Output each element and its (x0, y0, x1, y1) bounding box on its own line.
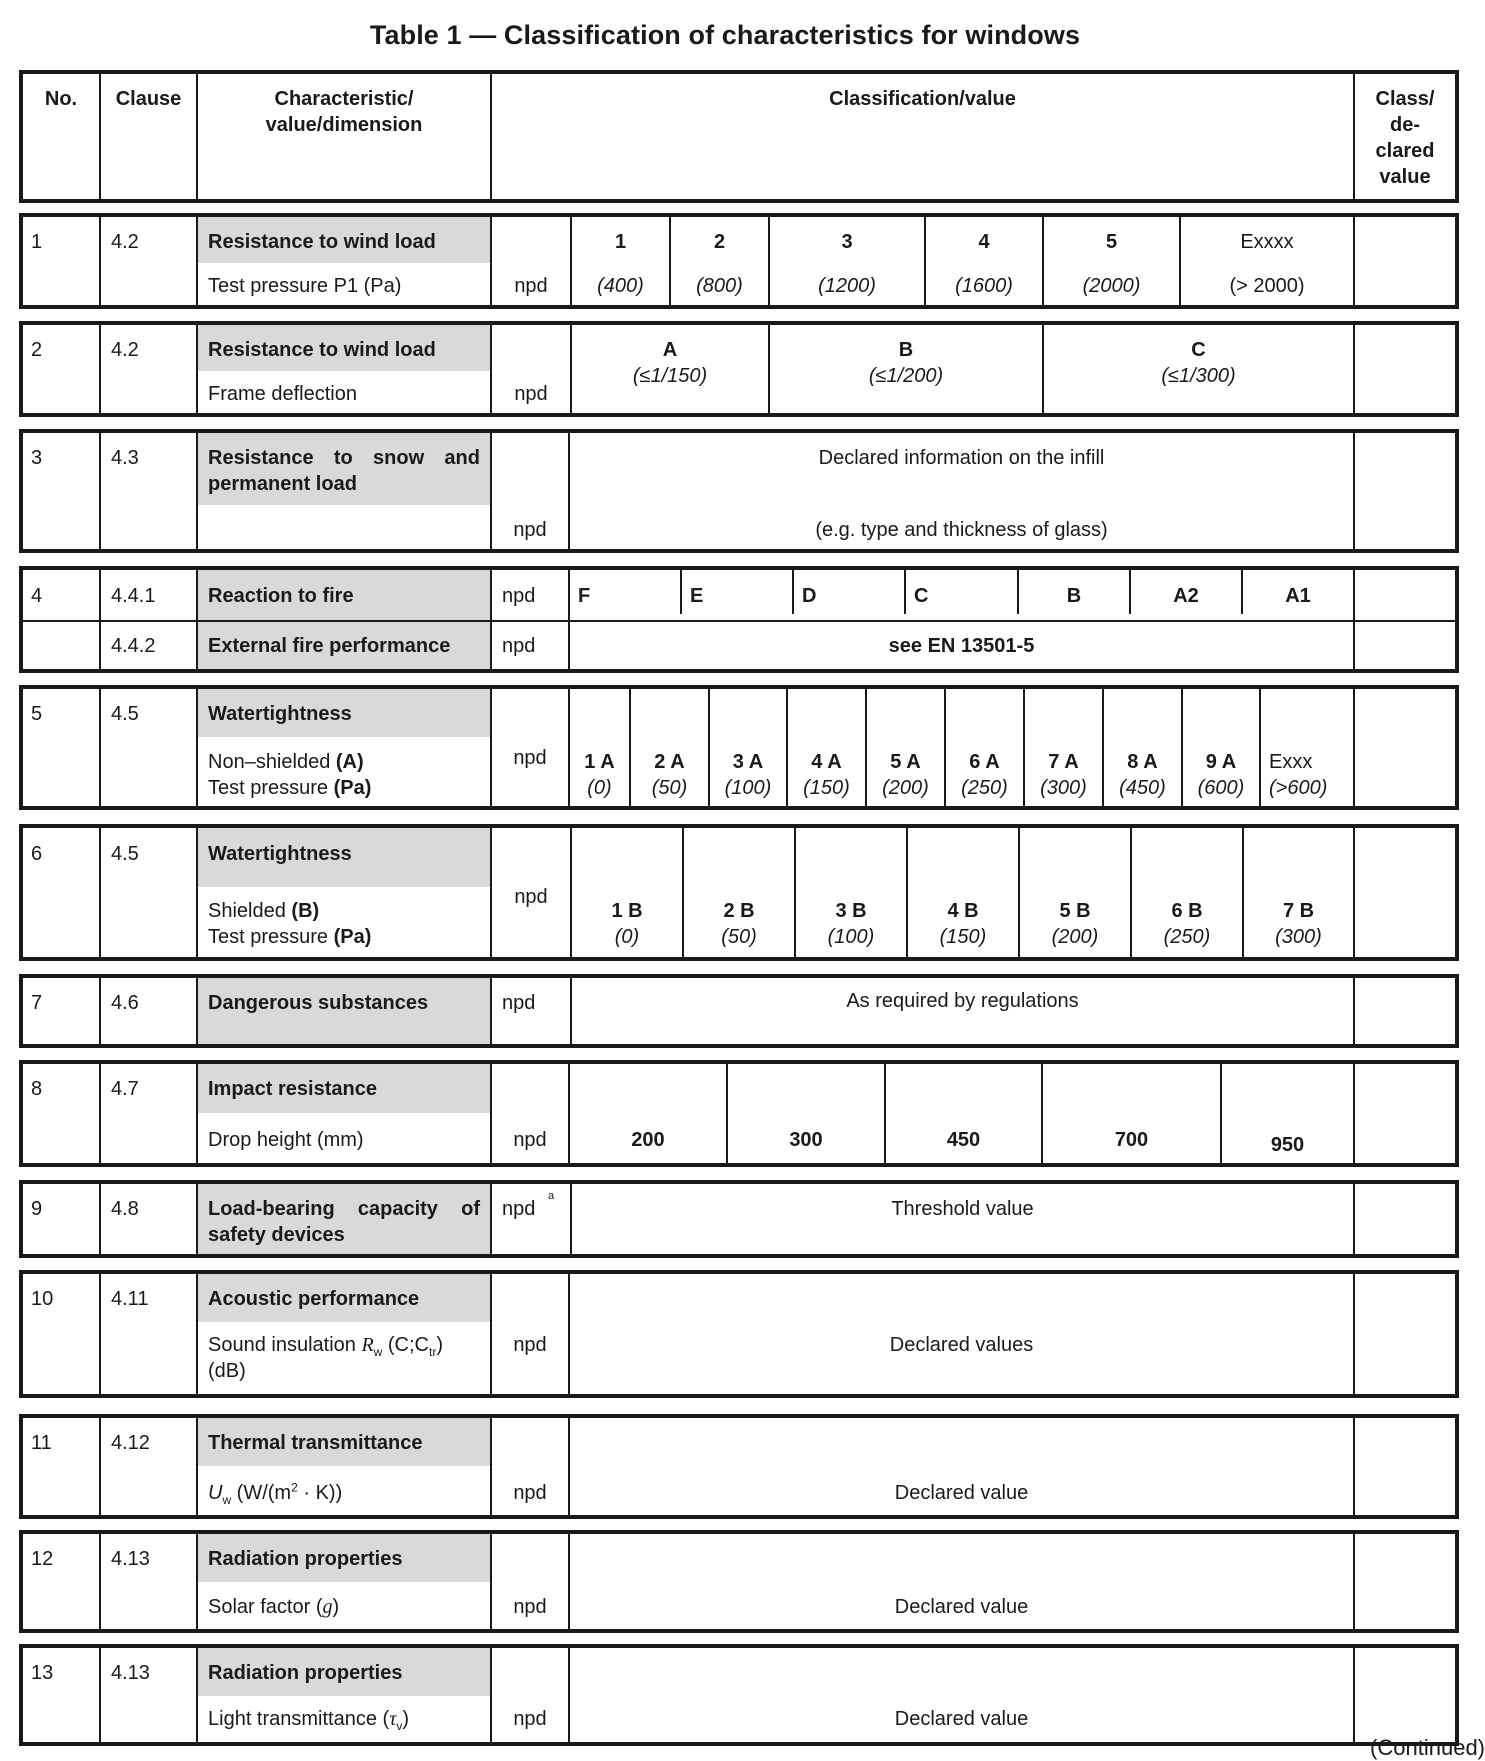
npd-value: npd (502, 992, 536, 1014)
table-row (19, 974, 1459, 1048)
clause-ref: 4.5 (111, 703, 139, 725)
class-label: 1 (614, 231, 627, 253)
npd-value: npd (514, 383, 548, 405)
class-value: (150) (939, 926, 987, 948)
class-label: 2 (713, 231, 726, 253)
fire-class: E (690, 585, 704, 607)
characteristic-title: Radiation properties (208, 1662, 403, 1684)
class-value: (250) (961, 777, 1008, 799)
characteristic-title-line-2: permanent load (208, 473, 357, 495)
npd-value: npd (513, 747, 547, 769)
clause-ref: 4.7 (111, 1078, 139, 1100)
characteristic-sub-unit: (dB) (208, 1360, 246, 1382)
table-row (19, 213, 1459, 309)
class-label: Exxxx (1240, 231, 1294, 253)
clause-ref: 4.8 (111, 1198, 139, 1220)
row-number: 7 (31, 992, 43, 1014)
characteristic-sub: $U_w$ $(W/(m^2 \cdot K))$ (208, 1480, 343, 1507)
class-value: (300) (1040, 777, 1087, 799)
class-label: C (1191, 339, 1206, 361)
header-declared-line-3: clared (1375, 140, 1435, 162)
class-label: Exxx (1269, 751, 1313, 773)
class-value: (> 2000) (1229, 275, 1305, 297)
characteristic-cell (196, 1274, 490, 1394)
npd-value: npd (513, 1708, 547, 1730)
fire-class: F (578, 585, 591, 607)
table-row (19, 1644, 1459, 1746)
class-label: 8 A (1127, 751, 1158, 773)
characteristic-cell (196, 1534, 490, 1629)
infill-info-example: (e.g. type and thickness of glass) (815, 519, 1108, 541)
row-number: 13 (31, 1662, 54, 1684)
footnote-marker: a (548, 1190, 555, 1202)
declared-value-cell (1353, 1648, 1455, 1742)
class-label: A (662, 339, 678, 361)
declared-value-cell (1353, 828, 1455, 957)
characteristic-cell (196, 217, 490, 305)
class-value: (1600) (955, 275, 1013, 297)
class-value: (50) (651, 777, 688, 799)
declared-value-cell (1353, 1534, 1455, 1629)
class-value: (300) (1275, 926, 1322, 948)
header-no: No. (44, 88, 78, 110)
characteristic-title: Watertightness (208, 703, 352, 725)
regulation-note: As required by regulations (846, 990, 1079, 1012)
header-declared-line-2: de- (1390, 114, 1420, 136)
fire-class: B (1066, 585, 1082, 607)
characteristic-title-line-1: Resistance to snow and (208, 447, 480, 469)
clause-ref: 4.2 (111, 231, 139, 253)
table-row (19, 1270, 1459, 1398)
characteristic-title: Radiation properties (208, 1548, 403, 1570)
characteristic-sub: Test pressure (Pa) (208, 777, 372, 799)
class-value: (>600) (1269, 777, 1328, 799)
declared-value-cell (1353, 433, 1455, 549)
row-number: 4 (31, 585, 43, 607)
characteristic-title: Resistance to wind load (208, 339, 436, 361)
characteristic-cell (196, 1418, 490, 1515)
clause-ref: 4.3 (111, 447, 139, 469)
characteristic-cell (196, 570, 490, 669)
header-clause: Clause (99, 74, 196, 199)
class-value: (100) (724, 777, 772, 799)
class-label: 6 A (969, 751, 1000, 773)
characteristic-title: Acoustic performance (208, 1288, 420, 1310)
row-number: 1 (31, 231, 43, 253)
fire-class: D (802, 585, 817, 607)
clause-ref: 4.4.1 (111, 585, 156, 607)
infill-info: Declared information on the infill (818, 447, 1105, 469)
table-row (19, 1060, 1459, 1167)
npd-value: npd (502, 585, 536, 607)
class-value: (450) (1119, 777, 1166, 799)
class-label: 7 A (1048, 751, 1079, 773)
class-label: 2 B (723, 900, 755, 922)
class-value: (150) (803, 777, 850, 799)
characteristic-cell (196, 689, 490, 806)
characteristic-sub: Drop height (mm) (208, 1129, 364, 1151)
row-number: 10 (31, 1288, 54, 1310)
class-label: 6 B (1171, 900, 1203, 922)
declared-value-text: Declared value (894, 1596, 1029, 1618)
table-row (19, 566, 1459, 673)
npd-value: npd (514, 886, 548, 908)
row-number: 6 (31, 843, 43, 865)
declared-value-cell (1353, 689, 1455, 806)
declared-value-cell (1353, 570, 1455, 669)
clause-ref: 4.12 (111, 1432, 150, 1454)
npd-value: npd (514, 275, 548, 297)
declared-value-text: Declared value (894, 1708, 1029, 1730)
declared-value-cell (1353, 1064, 1455, 1163)
header-characteristic (196, 74, 490, 199)
characteristic-title: Thermal transmittance (208, 1432, 423, 1454)
characteristic-sub: Shielded (B) (208, 900, 320, 922)
class-label: 5 (1105, 231, 1118, 253)
class-value: (250) (1163, 926, 1211, 948)
class-label: 4 A (811, 751, 842, 773)
characteristic-sub: Sound insulation $R_w$ $(C;C_{tr})$ (208, 1334, 444, 1359)
header-classification: Classification/value (490, 74, 1353, 199)
threshold-value: Threshold value (891, 1198, 1034, 1220)
class-value: (50) (721, 926, 757, 948)
characteristic-cell (196, 1064, 490, 1163)
header-declared-line-1: Class/ (1375, 88, 1435, 110)
class-label: 5 B (1059, 900, 1091, 922)
characteristic-sub: Test pressure P1 (Pa) (208, 275, 402, 297)
characteristic-cell (196, 1648, 490, 1742)
class-label: 9 A (1205, 751, 1237, 773)
clause-ref: 4.2 (111, 339, 139, 361)
class-value: (0) (587, 777, 612, 799)
class-value: (≤1/150) (632, 365, 708, 387)
characteristic-sub: Test pressure (Pa) (208, 926, 372, 948)
drop-height-value: 950 (1270, 1134, 1305, 1156)
class-label: 4 B (947, 900, 979, 922)
table-title: Table 1 — Classification of characteristics for windows (369, 20, 1081, 50)
class-label: 7 B (1282, 900, 1315, 922)
class-value: (400) (597, 275, 644, 297)
clause-ref: 4.13 (111, 1662, 150, 1684)
npd-value: npd (513, 1482, 547, 1504)
class-value: (600) (1197, 777, 1245, 799)
npd-value: npd (502, 635, 536, 657)
table-row (19, 429, 1459, 553)
table-row (19, 321, 1459, 417)
drop-height-value: 700 (1114, 1129, 1149, 1151)
declared-value-cell (1353, 1274, 1455, 1394)
fire-class: A2 (1173, 585, 1199, 607)
row-number: 9 (31, 1198, 43, 1220)
clause-ref: 4.11 (111, 1288, 149, 1310)
class-value: (≤1/300) (1161, 365, 1236, 387)
characteristic-cell (196, 978, 490, 1044)
class-value: (100) (827, 926, 875, 948)
npd-value: npd (513, 1129, 547, 1151)
fire-class: C (914, 585, 929, 607)
table-row (19, 1180, 1459, 1258)
characteristic-sub: Solar factor (g) (208, 1596, 340, 1618)
characteristic-title: Watertightness (208, 843, 352, 865)
declared-value-cell (1353, 217, 1455, 305)
class-label: 4 (978, 231, 990, 253)
characteristic-cell (196, 1184, 490, 1254)
drop-height-value: 300 (789, 1129, 823, 1151)
header-declared (1353, 74, 1455, 199)
table-row (19, 824, 1459, 961)
table-header (19, 70, 1459, 203)
declared-value-cell (1353, 325, 1455, 413)
npd-value: npd (513, 519, 547, 541)
class-label: B (898, 339, 914, 361)
row-number: 11 (31, 1432, 52, 1454)
class-label: 3 A (732, 751, 764, 773)
row-number: 8 (31, 1078, 43, 1100)
header-characteristic-line-1: Characteristic/ (274, 88, 414, 110)
characteristic-title: External fire performance (208, 635, 451, 657)
class-label: 1 B (611, 900, 643, 922)
class-value: (≤1/200) (868, 365, 944, 387)
row-number: 5 (31, 703, 43, 725)
class-value: (1200) (818, 275, 876, 297)
class-label: 1 A (584, 751, 615, 773)
characteristic-title: Reaction to fire (208, 585, 354, 607)
class-label: 5 A (890, 751, 921, 773)
table-row (19, 1530, 1459, 1633)
class-value: (200) (1051, 926, 1099, 948)
class-value: (800) (696, 275, 743, 297)
declared-value-text: Declared value (894, 1482, 1029, 1504)
declared-values-text: Declared values (889, 1334, 1034, 1356)
row-number: 12 (31, 1548, 54, 1570)
class-value: (200) (882, 777, 929, 799)
drop-height-value: 200 (631, 1129, 665, 1151)
fire-class: A1 (1285, 585, 1311, 607)
npd-value: npd (513, 1596, 547, 1618)
header-declared-line-4: value (1379, 166, 1431, 188)
row-number: 2 (31, 339, 43, 361)
fire-performance-value: see EN 13501-5 (888, 635, 1035, 657)
declared-value-cell (1353, 1184, 1455, 1254)
characteristic-title-line-1: Load-bearing capacity of (208, 1198, 480, 1220)
clause-ref: 4.6 (111, 992, 139, 1014)
declared-value-cell (1353, 1418, 1455, 1515)
table-row (19, 685, 1459, 810)
characteristic-title: Dangerous substances (208, 992, 429, 1014)
characteristic-cell (196, 828, 490, 957)
npd-value: npd (513, 1334, 547, 1356)
npd-value: npd (502, 1198, 536, 1220)
characteristic-cell (196, 325, 490, 413)
characteristic-title-line-2: safety devices (208, 1224, 345, 1246)
characteristic-cell (196, 433, 490, 549)
header-characteristic-line-2: value/dimension (265, 114, 423, 136)
class-label: 2 A (654, 751, 685, 773)
characteristic-title: Impact resistance (208, 1078, 377, 1100)
continued-note: (Continued) (1370, 1735, 1485, 1760)
clause-ref: 4.4.2 (111, 635, 156, 657)
class-value: (0) (614, 926, 640, 948)
characteristic-title: Resistance to wind load (208, 231, 436, 253)
clause-ref: 4.13 (111, 1548, 150, 1570)
class-label: 3 (841, 231, 853, 253)
characteristic-sub: Light transmittance $(\tau_v)$ (208, 1708, 410, 1733)
characteristic-sub: Non–shielded (A) (208, 751, 364, 773)
characteristic-sub: Frame deflection (208, 383, 357, 405)
drop-height-value: 450 (946, 1129, 981, 1151)
clause-ref: 4.5 (111, 843, 139, 865)
table-row (19, 1414, 1459, 1519)
declared-value-cell (1353, 978, 1455, 1044)
row-number: 3 (31, 447, 43, 469)
class-value: (2000) (1082, 275, 1141, 297)
class-label: 3 B (835, 900, 867, 922)
